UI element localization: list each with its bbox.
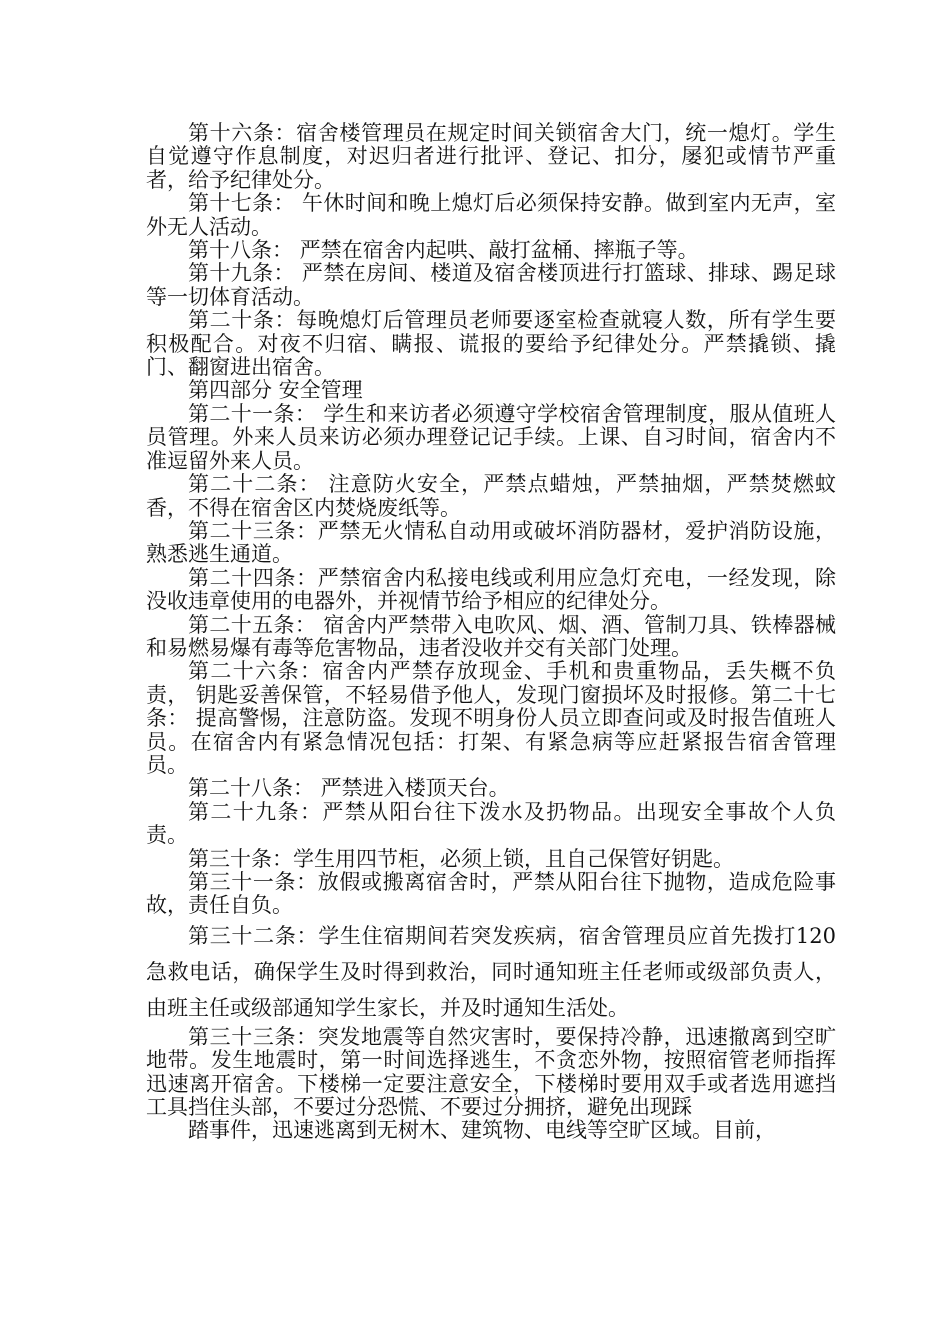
article-21: 第二十一条： 学生和来访者必须遵守学校宿舍管理制度，服从值班人员管理。外来人员来访必须办理登记记手续。上课、自习时间，宿舍内不准逗留外来人员。	[146, 401, 836, 473]
article-23: 第二十三条：严禁无火情私自动用或破坏消防器材，爱护消防设施，熟悉逃生通道。	[146, 518, 836, 567]
article-33-continued: 踏事件，迅速逃离到无树木、建筑物、电线等空旷区域。目前，	[188, 1118, 776, 1143]
article-33: 第三十三条：突发地震等自然灾害时，要保持冷静，迅速撤离到空旷地带。发生地震时，第一时间选择逃生，不贪恋外物，按照宿管老师指挥迅速离开宿舍。下楼梯一定要注意安全，下楼梯时要用双手或者选用遮挡工具挡住头部，不要过分恐慌、不要过分拥挤，避免出现踩	[146, 1024, 836, 1120]
section-heading-safety: 第四部分 安全管理	[188, 378, 363, 403]
article-30: 第三十条：学生用四节柜，必须上锁，且自己保管好钥匙。	[188, 846, 734, 871]
article-17: 第十七条： 午休时间和晚上熄灯后必须保持安静。做到室内无声，室外无人活动。	[146, 191, 836, 239]
article-31: 第三十一条：放假或搬离宿舍时，严禁从阳台往下抛物，造成危险事故，责任自负。	[146, 870, 836, 918]
article-18: 第十八条： 严禁在宿舍内起哄、敲打盆桶、摔瓶子等。	[188, 238, 699, 263]
article-26-27: 第二十六条：宿舍内严禁存放现金、手机和贵重物品，丢失概不负责， 钥匙妥善保管，不轻易借予他人，发现门窗损坏及时报修。第二十七条： 提高警惕，注意防盗。发现不明身份人员立即查问或及时报告值班人员。在宿舍内有紧急情况包括：打架、有紧急病等应赶紧报告宿舍管理员。	[146, 659, 836, 777]
article-22: 第二十二条： 注意防火安全，严禁点蜡烛，严禁抽烟，严禁焚燃蚊香，不得在宿舍区内焚烧废纸等。	[146, 472, 836, 520]
article-29: 第二十九条：严禁从阳台往下泼水及扔物品。出现安全事故个人负责。	[146, 799, 836, 848]
article-25: 第二十五条： 宿舍内严禁带入电吹风、烟、酒、管制刀具、铁棒器械和易燃易爆有毒等危害物品，违者没收并交有关部门处理。	[146, 612, 836, 660]
article-28: 第二十八条： 严禁进入楼顶天台。	[188, 776, 510, 801]
article-20: 第二十条：每晚熄灯后管理员老师要逐室检查就寝人数，所有学生要积极配合。对夜不归宿、瞒报、谎报的要给予纪律处分。严禁撬锁、撬门、翻窗进出宿舍。	[146, 308, 836, 380]
article-32: 第三十二条：学生住宿期间若突发疾病，宿舍管理员应首先拨打120 急救电话，确保学生及时得到救治，同时通知班主任老师或级部负责人，由班主任或级部通知学生家长，并及时通知生活处。	[146, 923, 836, 1020]
article-16: 第十六条：宿舍楼管理员在规定时间关锁宿舍大门，统一熄灯。学生自觉遵守作息制度，对迟归者进行批评、登记、扣分，屡犯或情节严重者，给予纪律处分。	[146, 121, 836, 192]
article-19: 第十九条： 严禁在房间、楼道及宿舍楼顶进行打篮球、排球、踢足球等一切体育活动。	[146, 261, 836, 309]
article-24: 第二十四条：严禁宿舍内私接电线或利用应急灯充电，一经发现，除没收违章使用的电器外，并视情节给予相应的纪律处分。	[146, 565, 836, 614]
document-page	[146, 122, 836, 1143]
